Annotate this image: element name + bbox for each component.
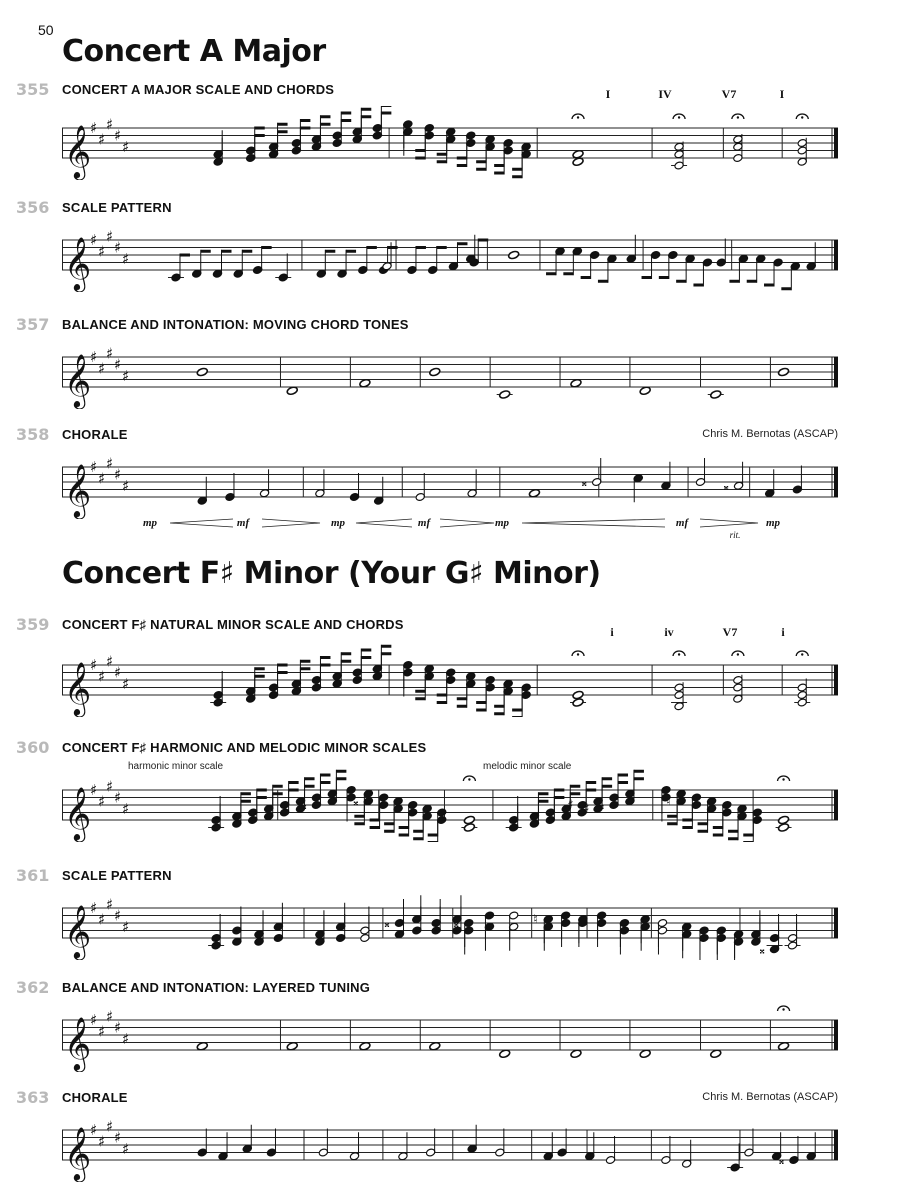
beam-segment bbox=[381, 652, 391, 655]
exercise-title: CONCERT A MAJOR SCALE AND CHORDS bbox=[62, 82, 335, 97]
beam-segment bbox=[538, 792, 548, 795]
notehead bbox=[572, 690, 584, 700]
accidental-icon: 𝄪 bbox=[353, 795, 359, 809]
key-sharp-icon: ♯ bbox=[98, 1022, 106, 1041]
beam-segment bbox=[399, 826, 409, 829]
beam-segment bbox=[320, 115, 330, 118]
accidental-icon: 𝄪 bbox=[778, 1154, 784, 1167]
exercise-number: 356 bbox=[16, 198, 50, 217]
beam-segment bbox=[512, 709, 522, 712]
beam-segment bbox=[289, 781, 299, 784]
beam-segment bbox=[437, 160, 447, 163]
treble-clef-icon: 𝄞 bbox=[64, 463, 92, 517]
beam-segment bbox=[428, 841, 438, 842]
beam-segment bbox=[361, 108, 371, 111]
beam-segment bbox=[437, 246, 447, 249]
key-sharp-icon: ♯ bbox=[122, 1029, 130, 1048]
beam-segment bbox=[437, 694, 447, 697]
staff-356 bbox=[62, 218, 838, 292]
diminuendo-hairpin bbox=[262, 519, 320, 527]
beam-segment bbox=[476, 168, 486, 171]
fermata-dot bbox=[577, 653, 579, 655]
melodic-minor-label: melodic minor scale bbox=[483, 761, 572, 772]
key-sharp-icon: ♯ bbox=[122, 366, 130, 385]
beam-segment bbox=[764, 284, 774, 287]
beam-segment bbox=[494, 164, 504, 167]
notehead bbox=[429, 367, 441, 377]
final-barline bbox=[834, 240, 838, 270]
beam-segment bbox=[346, 250, 356, 253]
beam-segment bbox=[241, 792, 251, 795]
ritardando-mark: rit. bbox=[729, 530, 741, 540]
exercise-title: SCALE PATTERN bbox=[62, 200, 172, 215]
key-sharp-icon: ♯ bbox=[98, 130, 106, 149]
beam-segment bbox=[602, 777, 612, 780]
accidental-icon: 𝄪 bbox=[384, 917, 390, 930]
notehead bbox=[463, 815, 475, 825]
harmonic-minor-label: harmonic minor scale bbox=[128, 761, 224, 772]
exercise-number: 358 bbox=[16, 425, 50, 444]
beam-segment bbox=[273, 785, 283, 788]
section-title-f-sharp-minor: Concert F♯ Minor (Your G♯ Minor) bbox=[62, 556, 601, 591]
chord-label: iv bbox=[664, 625, 674, 639]
beam-segment bbox=[494, 712, 504, 715]
beam-segment bbox=[457, 705, 467, 708]
notehead bbox=[710, 390, 722, 400]
exercise-title: SCALE PATTERN bbox=[62, 868, 172, 883]
key-sharp-icon: ♯ bbox=[106, 895, 114, 914]
beam-segment bbox=[415, 149, 425, 152]
exercise-number: 361 bbox=[16, 866, 50, 885]
beam-segment bbox=[494, 705, 504, 708]
key-sharp-icon: ♯ bbox=[114, 906, 122, 925]
beam-segment bbox=[602, 785, 612, 788]
treble-clef-icon: 𝄞 bbox=[64, 1126, 92, 1180]
beam-segment bbox=[713, 834, 723, 837]
key-sharp-icon: ♯ bbox=[98, 792, 106, 811]
key-sharp-icon: ♯ bbox=[90, 899, 98, 917]
key-sharp-icon: ♯ bbox=[90, 348, 98, 366]
beam-segment bbox=[457, 697, 467, 700]
beam-segment bbox=[241, 800, 251, 803]
accidental-icon: ♮ bbox=[533, 912, 538, 928]
beam-segment bbox=[278, 123, 288, 126]
beam-segment bbox=[570, 785, 580, 788]
exercise-title: CHORALE bbox=[62, 427, 128, 442]
beam-segment bbox=[361, 656, 371, 659]
beam-segment bbox=[300, 660, 310, 663]
beam-segment bbox=[289, 789, 299, 792]
beam-segment bbox=[336, 777, 346, 780]
beam-segment bbox=[698, 830, 708, 833]
treble-clef-icon: 𝄞 bbox=[64, 236, 92, 290]
beam-segment bbox=[300, 119, 310, 122]
key-sharp-icon: ♯ bbox=[90, 656, 98, 674]
final-barline bbox=[834, 357, 838, 387]
key-sharp-icon: ♯ bbox=[106, 454, 114, 473]
beam-segment bbox=[416, 246, 426, 249]
beam-segment bbox=[370, 826, 380, 829]
beam-segment bbox=[336, 770, 346, 773]
beam-segment bbox=[388, 246, 398, 249]
beam-segment bbox=[325, 250, 335, 253]
dynamic-mark: mp bbox=[142, 517, 158, 529]
final-barline bbox=[834, 1020, 838, 1050]
beam-segment bbox=[563, 272, 573, 275]
dynamic-mark: mf bbox=[675, 517, 689, 529]
beam-segment bbox=[367, 246, 377, 249]
beam-segment bbox=[642, 276, 652, 279]
accidental-icon: 𝄪 bbox=[301, 799, 307, 812]
beam-segment bbox=[273, 792, 283, 795]
treble-clef-icon: 𝄞 bbox=[64, 353, 92, 407]
beam-segment bbox=[698, 822, 708, 825]
beam-segment bbox=[667, 815, 677, 818]
beam-segment bbox=[415, 157, 425, 160]
beam-segment bbox=[341, 112, 351, 115]
beam-segment bbox=[618, 781, 628, 784]
accidental-icon: ♯ bbox=[567, 798, 574, 813]
key-sharp-icon: ♯ bbox=[98, 1132, 106, 1151]
beam-segment bbox=[512, 716, 522, 717]
treble-clef-icon: 𝄞 bbox=[64, 786, 92, 840]
key-sharp-icon: ♯ bbox=[122, 137, 130, 156]
dynamic-mark: mp bbox=[765, 517, 781, 529]
fermata-dot bbox=[678, 116, 680, 118]
exercise-362 bbox=[0, 978, 900, 1068]
staff-359 bbox=[62, 643, 838, 717]
key-sharp-icon: ♯ bbox=[114, 788, 122, 807]
beam-segment bbox=[676, 280, 686, 283]
fermata-dot bbox=[801, 116, 803, 118]
dynamic-mark: mf bbox=[236, 517, 250, 529]
final-barline bbox=[834, 908, 838, 938]
final-barline bbox=[834, 467, 838, 497]
beam-segment bbox=[659, 276, 669, 279]
chord-label: I bbox=[605, 87, 611, 101]
chord-label: i bbox=[781, 625, 785, 639]
beam-segment bbox=[413, 837, 423, 840]
beam-segment bbox=[457, 164, 467, 167]
key-sharp-icon: ♯ bbox=[114, 126, 122, 145]
exercise-title: CONCERT F♯ NATURAL MINOR SCALE AND CHORDS bbox=[62, 617, 404, 632]
key-sharp-icon: ♯ bbox=[90, 1011, 98, 1029]
beam-segment bbox=[457, 242, 467, 245]
key-sharp-icon: ♯ bbox=[114, 238, 122, 257]
beam-segment bbox=[478, 239, 488, 242]
beam-segment bbox=[255, 127, 265, 130]
beam-segment bbox=[278, 664, 288, 667]
beam-segment bbox=[278, 671, 288, 674]
beam-segment bbox=[300, 127, 310, 130]
key-sharp-icon: ♯ bbox=[90, 458, 98, 476]
beam-segment bbox=[242, 250, 252, 253]
staff-358 bbox=[62, 445, 838, 519]
treble-clef-icon: 𝄞 bbox=[64, 124, 92, 178]
notehead bbox=[778, 823, 790, 833]
key-sharp-icon: ♯ bbox=[122, 249, 130, 268]
beam-segment bbox=[728, 830, 738, 833]
beam-segment bbox=[320, 656, 330, 659]
diminuendo-hairpin bbox=[700, 519, 758, 527]
key-sharp-icon: ♯ bbox=[114, 1018, 122, 1037]
staff-355 bbox=[62, 106, 838, 180]
beam-segment bbox=[384, 830, 394, 833]
chord-label: V7 bbox=[721, 87, 737, 101]
key-sharp-icon: ♯ bbox=[122, 799, 130, 818]
key-sharp-icon: ♯ bbox=[90, 231, 98, 249]
exercise-number: 360 bbox=[16, 738, 50, 757]
accidental-icon: 𝄪 bbox=[581, 476, 587, 489]
exercise-359 bbox=[0, 615, 900, 715]
accidental-icon: 𝄪 bbox=[453, 917, 459, 930]
final-barline bbox=[834, 128, 838, 158]
beam-segment bbox=[341, 652, 351, 655]
beam-segment bbox=[713, 826, 723, 829]
notehead bbox=[463, 823, 475, 833]
beam-segment bbox=[222, 250, 232, 253]
key-sharp-icon: ♯ bbox=[122, 674, 130, 693]
notehead bbox=[572, 698, 584, 708]
exercise-355 bbox=[0, 80, 900, 180]
key-sharp-icon: ♯ bbox=[106, 1007, 114, 1026]
exercise-title: CONCERT F♯ HARMONIC AND MELODIC MINOR SCALES bbox=[62, 740, 427, 755]
key-sharp-icon: ♯ bbox=[106, 115, 114, 134]
beam-segment bbox=[682, 819, 692, 822]
fermata-dot bbox=[737, 116, 739, 118]
beam-segment bbox=[634, 777, 644, 780]
key-sharp-icon: ♯ bbox=[106, 1117, 114, 1136]
chord-label: i bbox=[610, 625, 614, 639]
beam-segment bbox=[255, 134, 265, 137]
exercise-title: BALANCE AND INTONATION: MOVING CHORD TONES bbox=[62, 317, 409, 332]
exercise-number: 362 bbox=[16, 978, 50, 997]
beam-segment bbox=[257, 789, 267, 792]
hairpins-358 bbox=[0, 513, 900, 543]
accidental-icon: ♯ bbox=[583, 801, 590, 817]
beam-segment bbox=[538, 800, 548, 803]
staff-361 bbox=[62, 886, 838, 960]
key-sharp-icon: ♯ bbox=[98, 242, 106, 261]
beam-segment bbox=[361, 649, 371, 652]
beam-segment bbox=[341, 660, 351, 663]
beam-segment bbox=[354, 815, 364, 818]
beam-segment bbox=[320, 781, 330, 784]
key-sharp-icon: ♯ bbox=[122, 1139, 130, 1158]
beam-segment bbox=[300, 667, 310, 670]
diminuendo-hairpin bbox=[440, 519, 494, 527]
exercise-360 bbox=[0, 738, 900, 848]
beam-segment bbox=[476, 701, 486, 704]
beam-segment bbox=[381, 106, 391, 107]
fermata-dot bbox=[468, 778, 470, 780]
beam-segment bbox=[320, 774, 330, 777]
beam-segment bbox=[598, 280, 608, 283]
beam-segment bbox=[729, 280, 739, 283]
key-sharp-icon: ♯ bbox=[114, 663, 122, 682]
beam-segment bbox=[262, 246, 272, 249]
fermata-dot bbox=[737, 653, 739, 655]
key-sharp-icon: ♯ bbox=[114, 1128, 122, 1147]
beam-segment bbox=[257, 796, 267, 799]
beam-segment bbox=[180, 254, 190, 257]
key-sharp-icon: ♯ bbox=[106, 344, 114, 363]
key-sharp-icon: ♯ bbox=[90, 119, 98, 137]
beam-segment bbox=[320, 123, 330, 126]
beam-segment bbox=[476, 709, 486, 712]
beam-segment bbox=[399, 834, 409, 837]
treble-clef-icon: 𝄞 bbox=[64, 904, 92, 958]
exercise-title: BALANCE AND INTONATION: LAYERED TUNING bbox=[62, 980, 371, 995]
beam-segment bbox=[457, 157, 467, 160]
key-sharp-icon: ♯ bbox=[114, 355, 122, 374]
key-sharp-icon: ♯ bbox=[98, 469, 106, 488]
treble-clef-icon: 𝄞 bbox=[64, 1016, 92, 1070]
dynamic-mark: mf bbox=[417, 517, 431, 529]
crescendo-hairpin bbox=[522, 519, 665, 527]
beam-segment bbox=[278, 130, 288, 133]
beam-segment bbox=[586, 781, 596, 784]
key-sharp-icon: ♯ bbox=[106, 652, 114, 671]
notehead bbox=[499, 390, 511, 400]
beam-segment bbox=[255, 667, 265, 670]
staff-360 bbox=[62, 768, 838, 842]
beam-segment bbox=[618, 774, 628, 777]
beam-segment bbox=[747, 280, 757, 283]
exercise-363 bbox=[0, 1088, 900, 1198]
fermata-dot bbox=[782, 778, 784, 780]
exercise-number: 363 bbox=[16, 1088, 50, 1107]
fermata-dot bbox=[782, 1008, 784, 1010]
section-title-a-major: Concert A Major bbox=[62, 34, 326, 69]
key-sharp-icon: ♯ bbox=[106, 777, 114, 796]
accidental-icon: 𝄪 bbox=[723, 479, 729, 493]
fermata-dot bbox=[678, 653, 680, 655]
beam-segment bbox=[476, 160, 486, 163]
beam-segment bbox=[381, 645, 391, 648]
beam-segment bbox=[570, 792, 580, 795]
exercise-number: 357 bbox=[16, 315, 50, 334]
beam-segment bbox=[667, 822, 677, 825]
final-barline bbox=[834, 790, 838, 820]
exercise-358 bbox=[0, 425, 900, 545]
chord-label: I bbox=[779, 87, 785, 101]
beam-segment bbox=[428, 834, 438, 837]
page-number: 50 bbox=[38, 22, 54, 38]
beam-segment bbox=[512, 175, 522, 178]
key-sharp-icon: ♯ bbox=[98, 910, 106, 929]
beam-segment bbox=[437, 701, 447, 704]
chord-label: V7 bbox=[722, 625, 738, 639]
exercise-357 bbox=[0, 315, 900, 405]
treble-clef-icon: 𝄞 bbox=[64, 661, 92, 715]
exercise-number: 355 bbox=[16, 80, 50, 99]
key-sharp-icon: ♯ bbox=[122, 476, 130, 495]
exercise-title: CHORALE bbox=[62, 1090, 128, 1105]
beam-segment bbox=[381, 112, 391, 115]
notehead bbox=[196, 367, 208, 377]
beam-segment bbox=[384, 822, 394, 825]
accidental-icon: 𝄪 bbox=[759, 943, 765, 957]
key-sharp-icon: ♯ bbox=[90, 1121, 98, 1139]
beam-segment bbox=[554, 796, 564, 799]
staff-362 bbox=[62, 998, 838, 1072]
dynamic-mark: mp bbox=[330, 517, 346, 529]
final-barline bbox=[834, 1130, 838, 1160]
key-sharp-icon: ♯ bbox=[122, 917, 130, 936]
beam-segment bbox=[512, 168, 522, 171]
notehead bbox=[778, 367, 790, 377]
key-sharp-icon: ♯ bbox=[98, 667, 106, 686]
beam-segment bbox=[634, 770, 644, 773]
dynamic-mark: mp bbox=[494, 517, 510, 529]
beam-segment bbox=[320, 664, 330, 667]
staff-357 bbox=[62, 335, 838, 409]
beam-segment bbox=[201, 250, 211, 253]
composer-credit: Chris M. Bernotas (ASCAP) bbox=[702, 1091, 838, 1103]
beam-segment bbox=[494, 172, 504, 175]
beam-segment bbox=[361, 115, 371, 118]
exercise-361 bbox=[0, 866, 900, 966]
beam-segment bbox=[682, 826, 692, 829]
crescendo-hairpin bbox=[356, 519, 412, 527]
notehead bbox=[508, 250, 520, 260]
beam-segment bbox=[415, 690, 425, 693]
fermata-dot bbox=[577, 116, 579, 118]
beam-segment bbox=[781, 287, 791, 290]
beam-segment bbox=[370, 819, 380, 822]
beam-segment bbox=[546, 272, 556, 275]
crescendo-hairpin bbox=[170, 519, 233, 527]
beam-segment bbox=[743, 834, 753, 837]
beam-segment bbox=[437, 153, 447, 156]
beam-segment bbox=[554, 789, 564, 792]
beam-segment bbox=[354, 822, 364, 825]
final-barline bbox=[834, 665, 838, 695]
beam-segment bbox=[693, 284, 703, 287]
beam-segment bbox=[586, 789, 596, 792]
beam-segment bbox=[415, 697, 425, 700]
chord-label: IV bbox=[658, 87, 672, 101]
beam-segment bbox=[743, 841, 753, 842]
beam-segment bbox=[305, 785, 315, 788]
accidental-icon: 𝄪 bbox=[599, 799, 604, 812]
beam-segment bbox=[305, 777, 315, 780]
beam-segment bbox=[341, 119, 351, 122]
exercise-356 bbox=[0, 198, 900, 298]
key-sharp-icon: ♯ bbox=[106, 227, 114, 246]
accidental-icon: ♮ bbox=[666, 794, 671, 810]
exercise-number: 359 bbox=[16, 615, 50, 634]
key-sharp-icon: ♯ bbox=[98, 359, 106, 378]
beam-segment bbox=[728, 837, 738, 840]
beam-segment bbox=[413, 830, 423, 833]
fermata-dot bbox=[801, 653, 803, 655]
composer-credit: Chris M. Bernotas (ASCAP) bbox=[702, 428, 838, 440]
notehead bbox=[778, 815, 790, 825]
beam-segment bbox=[581, 276, 591, 279]
beam-segment bbox=[255, 675, 265, 678]
staff-363 bbox=[62, 1108, 838, 1182]
key-sharp-icon: ♯ bbox=[90, 781, 98, 799]
key-sharp-icon: ♯ bbox=[114, 465, 122, 484]
